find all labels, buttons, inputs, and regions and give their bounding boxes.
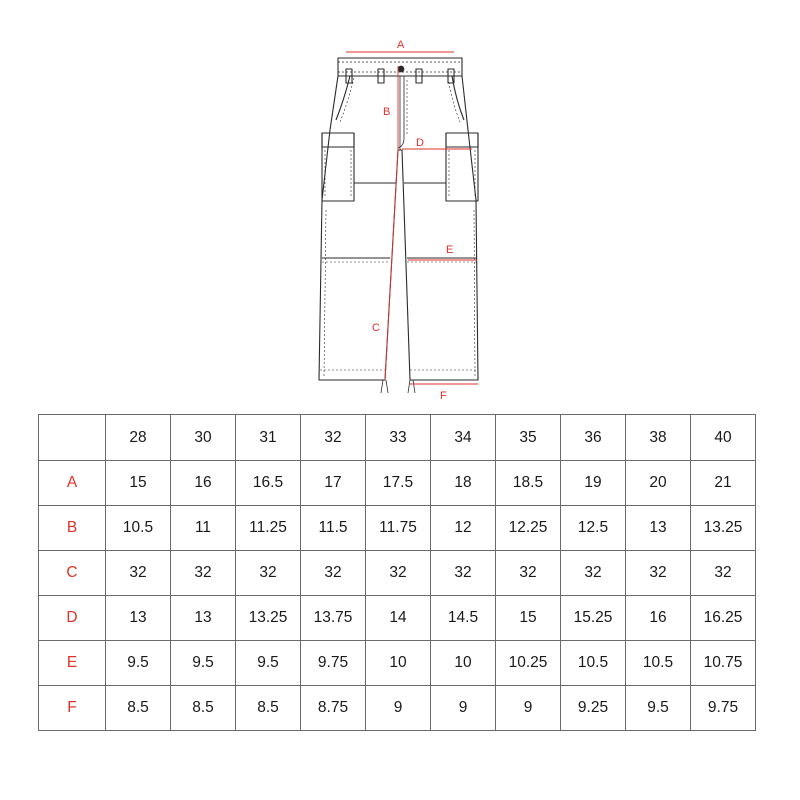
measurement-cell: 10 [431, 641, 496, 686]
measurement-cell: 9.5 [626, 686, 691, 731]
measurement-cell: 8.75 [301, 686, 366, 731]
measurement-cell: 9 [496, 686, 561, 731]
measurement-cell: 8.5 [106, 686, 171, 731]
measurement-cell: 10.5 [106, 506, 171, 551]
measure-label-d: D [416, 137, 424, 149]
measurement-cell: 16 [171, 461, 236, 506]
measurement-cell: 14.5 [431, 596, 496, 641]
row-label: E [39, 641, 106, 686]
measurement-cell: 32 [691, 551, 756, 596]
row-label: D [39, 596, 106, 641]
waist-button [398, 66, 404, 72]
row-label: C [39, 551, 106, 596]
measurement-cell: 10.75 [691, 641, 756, 686]
measurement-cell: 13.25 [691, 506, 756, 551]
measurement-cell: 9.75 [691, 686, 756, 731]
size-header-cell: 34 [431, 415, 496, 461]
measurement-cell: 13.25 [236, 596, 301, 641]
fly [398, 76, 404, 150]
measurement-cell: 32 [496, 551, 561, 596]
measurement-cell: 16.5 [236, 461, 301, 506]
size-header-row [39, 415, 756, 461]
measurement-cell: 16 [626, 596, 691, 641]
measurement-labels [372, 39, 453, 402]
measurement-cell: 9 [366, 686, 431, 731]
side-seam-stitch [324, 210, 475, 376]
measurement-cell: 32 [301, 551, 366, 596]
measure-label-e: E [446, 244, 454, 256]
measurement-cell: 11.75 [366, 506, 431, 551]
measurement-cell: 14 [366, 596, 431, 641]
size-header-cell: 40 [691, 415, 756, 461]
measurement-cell: 15 [496, 596, 561, 641]
measurement-row-d [39, 596, 756, 641]
size-header-cell: 28 [106, 415, 171, 461]
measurement-row-b [39, 506, 756, 551]
measurement-cell: 10.5 [561, 641, 626, 686]
pants-silhouette [319, 76, 478, 380]
measurement-row-c [39, 551, 756, 596]
measurement-cell: 8.5 [236, 686, 301, 731]
measurement-cell: 16.25 [691, 596, 756, 641]
size-chart-body [39, 415, 756, 731]
measurement-cell: 32 [561, 551, 626, 596]
size-header-cell: 33 [366, 415, 431, 461]
cargo-pocket-flap-left [322, 133, 354, 147]
cargo-stitch [325, 150, 475, 198]
measurement-cell: 9.5 [171, 641, 236, 686]
measurement-cell: 13.75 [301, 596, 366, 641]
row-label: A [39, 461, 106, 506]
size-header-cell: 31 [236, 415, 301, 461]
measurement-cell: 18.5 [496, 461, 561, 506]
measurement-cell: 32 [236, 551, 301, 596]
measurement-cell: 21 [691, 461, 756, 506]
measurement-cell: 10.25 [496, 641, 561, 686]
size-header-cell: 35 [496, 415, 561, 461]
measurement-cell: 17 [301, 461, 366, 506]
measurement-cell: 15 [106, 461, 171, 506]
cargo-pocket-flap-right [446, 133, 478, 147]
measurement-cell: 13 [626, 506, 691, 551]
cargo-pocket-right [446, 133, 478, 201]
measurement-row-f [39, 686, 756, 731]
measurement-cell: 20 [626, 461, 691, 506]
measure-label-f: F [440, 390, 447, 402]
measurement-cell: 32 [626, 551, 691, 596]
row-label: B [39, 506, 106, 551]
measurement-cell: 9.5 [106, 641, 171, 686]
measurement-cell: 13 [171, 596, 236, 641]
measurement-cell: 9.5 [236, 641, 301, 686]
size-header-cell: 30 [171, 415, 236, 461]
measure-line-c [385, 150, 398, 380]
measurement-cell: 15.25 [561, 596, 626, 641]
measurement-cell: 18 [431, 461, 496, 506]
measurement-cell: 8.5 [171, 686, 236, 731]
measure-label-b: B [383, 106, 391, 118]
size-header-cell: 36 [561, 415, 626, 461]
size-chart-table [38, 414, 756, 731]
pants-outline [319, 58, 478, 393]
measurement-cell: 11.5 [301, 506, 366, 551]
measurement-cell: 19 [561, 461, 626, 506]
cargo-pocket-left [322, 133, 354, 201]
measurement-cell: 11 [171, 506, 236, 551]
measure-label-c: C [372, 322, 380, 334]
measurement-cell: 9 [431, 686, 496, 731]
drawstring-left [381, 380, 388, 393]
measurement-cell: 10 [366, 641, 431, 686]
measurement-row-a [39, 461, 756, 506]
measurement-cell: 32 [431, 551, 496, 596]
measurement-cell: 9.25 [561, 686, 626, 731]
measure-label-a: A [397, 39, 405, 51]
measurement-cell: 17.5 [366, 461, 431, 506]
measurement-cell: 32 [171, 551, 236, 596]
measurement-cell: 11.25 [236, 506, 301, 551]
drawstring-right [408, 380, 415, 393]
measurement-row-e [39, 641, 756, 686]
measurement-cell: 9.75 [301, 641, 366, 686]
measurement-cell: 12.5 [561, 506, 626, 551]
measurement-cell: 13 [106, 596, 171, 641]
measurement-cell: 12 [431, 506, 496, 551]
size-header-cell: 38 [626, 415, 691, 461]
measurement-cell: 32 [106, 551, 171, 596]
measurement-cell: 12.25 [496, 506, 561, 551]
row-label: F [39, 686, 106, 731]
corner-cell [39, 415, 106, 461]
measurement-cell: 10.5 [626, 641, 691, 686]
measurement-cell: 32 [366, 551, 431, 596]
size-header-cell: 32 [301, 415, 366, 461]
